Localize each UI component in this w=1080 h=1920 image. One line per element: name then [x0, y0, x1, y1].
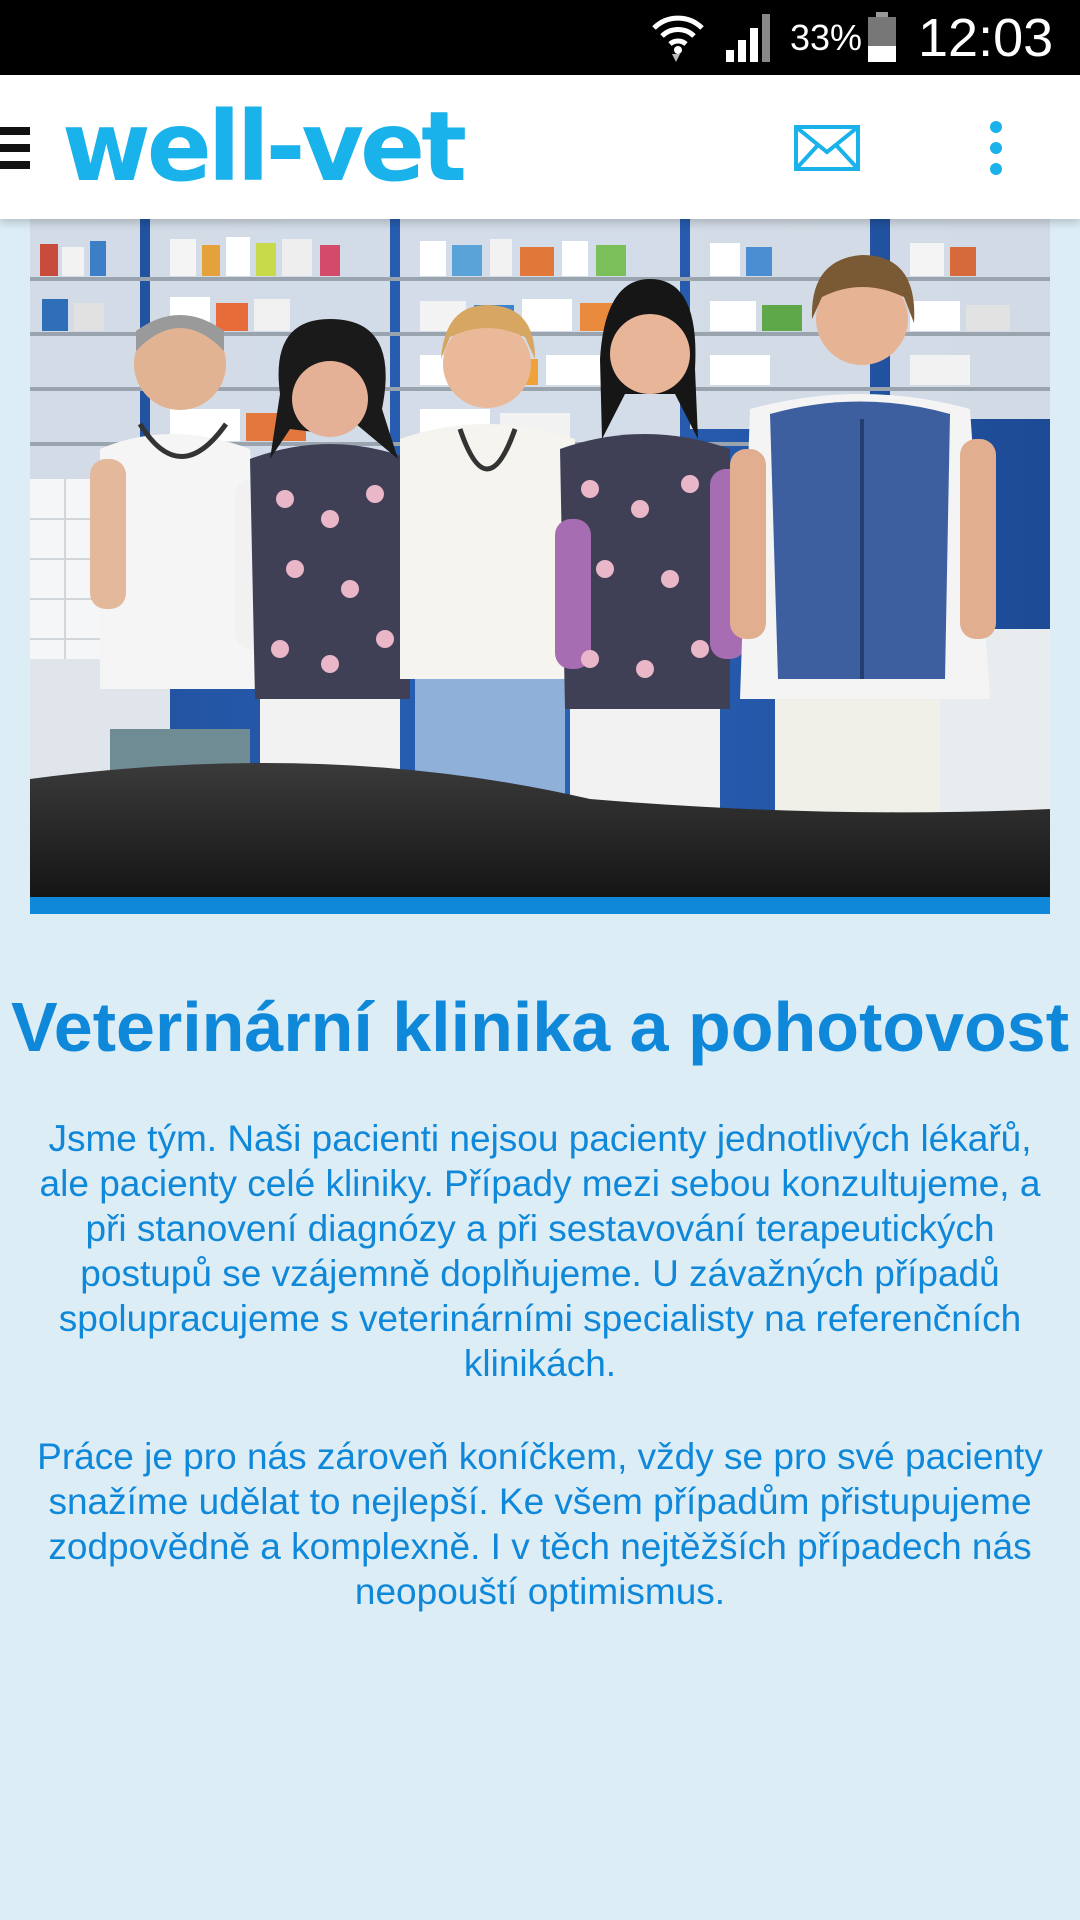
mail-icon[interactable] — [794, 125, 860, 171]
hero-accent-bar — [30, 897, 1050, 914]
intro-paragraph: Jsme tým. Naši pacienti nejsou pacienty jednotlivých lékařů, ale pacienty celé kliniky. Případy mezi sebou konzultujeme, a při stanovení diagnózy a při sestavování terapeutických postupů se vzájemně doplňujeme. U závažných případů spolupracujeme s veterinárními specialisty na referenčních klinikách. — [39, 1118, 1041, 1384]
battery-percent: 33% — [790, 17, 863, 58]
menu-icon[interactable] — [0, 127, 30, 169]
more-vert-icon[interactable] — [980, 119, 1012, 177]
second-paragraph: Práce je pro nás zároveň koníčkem, vždy se pro své pacienty snažíme udělat to nejlepší. Ke všem případům přistupujeme zodpovědně a komplexně. I v těch nejtěžších případech nás neopouští optimismus. — [37, 1436, 1043, 1612]
battery-icon — [866, 12, 898, 62]
page-heading: Veterinární klinika a pohotovost — [10, 987, 1070, 1066]
wifi-icon — [650, 10, 706, 64]
clock: 12:03 — [918, 8, 1054, 68]
app-bar — [0, 75, 1080, 219]
signal-icon — [724, 12, 776, 62]
logo[interactable]: well-vet — [62, 91, 464, 203]
status-bar — [0, 0, 1080, 75]
team-photo — [30, 219, 1050, 897]
